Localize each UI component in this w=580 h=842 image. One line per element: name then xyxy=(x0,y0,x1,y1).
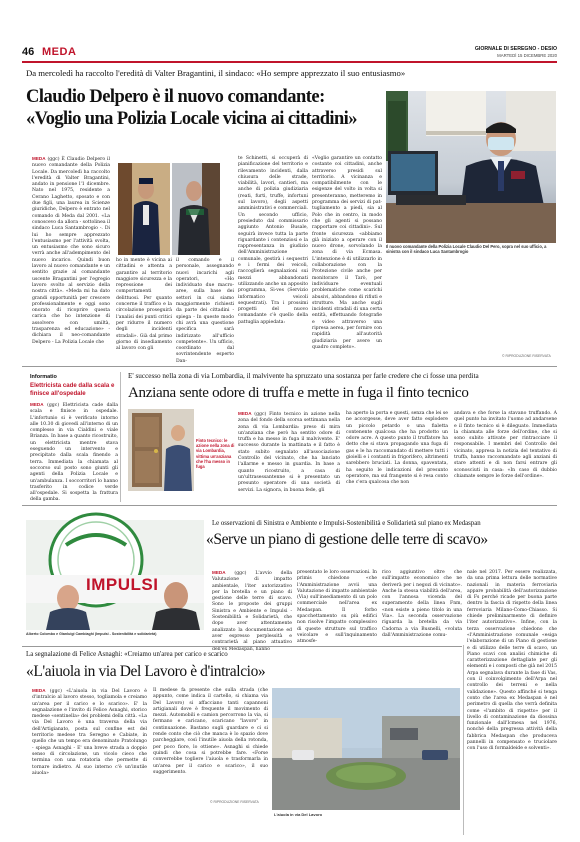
article2-column3: andava e che forse la stavano truffando. A quel punto ha invitato l'uomo ad andarsene e il finto tecnico si è dileguato. Immediata la chiamata alle forze dell'ordine, che si sono subito attivate per rintracciare il responsabile. I membri del Controllo del vicinato, appresa la notizia del tentativo di truffa, hanno raccomandato agli anziani di stare attenti e di non farsi entrare gli sconosciuti in casa: «In caso di dubbio chiamate sempre le forze dell'ordine». xyxy=(454,411,557,479)
separator-2 xyxy=(22,505,557,506)
commander-office-photo xyxy=(386,91,556,243)
article1-column1 xyxy=(32,156,110,361)
sidebar-label: Informatio xyxy=(30,374,57,380)
flowerbed-street-photo xyxy=(272,688,460,810)
article1-dateline: (ggc) xyxy=(47,157,60,162)
article1-column3: il comando e il personale, assegnando nuovi incarichi agli operatori, «Ho individuato due macro-aree, sulla base dei settori in cui siamo maggiormente richiesti da parte dei cittadini - spiega - In queste modo chi avrà una questione specifica sarà indirizzato all'ufficio competente». Un ufficio, coordinato dal sovrintendente esperto Dan- xyxy=(176,258,234,364)
article3-column2: presentato le loro osservazioni. In primis chiedono «che l'Amministrazione avvii una Valutazione di impatto ambientale (Via) sull'insediamento di un polo commerciale nell'area ex Medaspan. Il forbo spacchettamento su più edifici non risolve l'impatto complessivo di queste strutture sul traffico veicolare e sull'inquinamento atmosfe- xyxy=(297,570,377,645)
article4-byline: MEDA xyxy=(32,688,46,693)
mayor-photo xyxy=(172,163,220,255)
issue-date: MARTEDÌ 15 DICEMBRE 2020 xyxy=(497,53,557,58)
article1-headline-line2: «Voglio una Polizia Locale vicina ai cittadini» xyxy=(26,109,357,129)
fake-technician-photo xyxy=(128,409,194,491)
article1-kicker: Da mercoledì ha raccolto l'eredità di Valter Bragantini, il sindaco: «Ho sempre apprezzato il suo entusiasmo» xyxy=(26,68,406,78)
article2-column1 xyxy=(238,411,340,503)
page-number: 46 xyxy=(22,46,35,58)
article1-headline-line1: Claudio Delpero è il nuovo comandante: xyxy=(26,87,325,107)
article4-dateline: (ggc) xyxy=(49,689,62,694)
article3-col1-text: L'avvio della Valutazione di impatto ambientale, l'iter autorizzativo per la bretella e un piano di gestione delle terre di scavo. Sono le proposte dei gruppi Sinistra e Ambiente e Impulsi - Sostenibilità e Solidarietà, che dopo aver attentamente analizzato la documentazione ed aver espresso perplessità e contrarietà al piano attuativo dell'ex Medaspan, hanno xyxy=(212,571,293,652)
article2-col1-text: Finto tecnico in azione nella zona del fondo della scorsa settimana nella zona di via Lombardia: preso di mira un'anziana che però ha sentito odore di truffa e ha messo in fuga il malvivente. E' successo durante la mattinata e il fatto è stato subito segnalato all'associazione Controllo del vicinato, che ha lanciato l'allarme e messo in guardia. In base a quanto ricostruito, a casa di un'ultrasessantenne si è presentato un presunto operatore di una società di servizi. La signora, in buona fede, gli xyxy=(238,412,341,493)
article3-kicker: Le osservazioni di Sinistra e Ambiente e Impulsi-Sostenibilità e Solidarietà sul piano ex Medaspan xyxy=(212,520,481,527)
article3-photo-caption: Alberto Colombo e Gianluigi Cambiaghi (Impulsi - Sostenibilità e solidarietà) xyxy=(26,632,157,636)
article3-byline: MEDA xyxy=(212,570,226,575)
separator-3 xyxy=(22,646,462,647)
sidebar-box xyxy=(26,372,118,503)
article1-byline: MEDA xyxy=(32,156,46,161)
sidebar-byline: MEDA xyxy=(30,402,44,407)
officer-uniform-photo xyxy=(118,163,170,255)
article3-divider xyxy=(463,645,464,835)
article1-photo-caption: Il nuovo comandante della Polizia Locale Claudio Del Pero, sopra nel suo ufficio, a sinistra con il sindaco Luca Santambrogio xyxy=(386,244,547,255)
article3-headline: «Serve un piano di gestione delle terre di scavo» xyxy=(206,531,488,548)
sidebar-dateline: (ggc) xyxy=(47,403,60,408)
article4-col1-text: «L'aiuola in via Del Lavoro è d'intralcio al lavoro stesso, togliamola e creiamo un'area per il carico e lo scarico». E' la segnalazione e l'invito di Felice Asnaghi, storico medese «sentinella» dei problemi della città. «La via Del Lavoro è una traversa della via dell'Artigianato, posta sul confine est del territorio medese tra Seregno e Cabiate, in quello che un tempo era denominato Pratolungo - spiega Asnaghi - E' una breve strada a doppio senso di circolazione, un vicolo cieco che termina con una rotatoria che permette di tornare indietro. Al suo interno c'è un'inutile aiuola» xyxy=(32,689,148,776)
mayor-illustration xyxy=(172,163,220,255)
article4-kicker: La segnalazione di Felice Asnaghi: «Creiamo un'area per carico e scarico xyxy=(26,651,228,658)
separator-1 xyxy=(22,366,557,367)
page-header xyxy=(22,46,557,60)
article4-credit: © RIPRODUZIONE RISERVATA xyxy=(210,800,259,804)
article2-column2: ha aperto la porta e questi, senza che lei se ne accorgesse, deve aver fatto esplodere un piccolo petardo o una fialetta contenente qualcosa che ha prodotto un odore acre. A questo punto il truffatore ha detto che si stava propagando una fuga di gas e le ha raccomandato di mettere tutti i gioielli e i contanti in frigorifero, altrimenti sarebbero bruciati. La donna, spaventata, ha seguito le indicazioni del presunto operatore, ma sul frangente si è resa conto che c'era qualcosa che non xyxy=(346,411,448,486)
article2-kicker: E' successo nella zona di via Lombardia, il malvivente ha spruzzato una sostanza per farle credere che ci fosse una perdita xyxy=(128,372,479,380)
article4-column2: Il medese fa presente che sulla strada (che appunto, come indica il cartello, si chiama via Del Lavoro) si affacciano tanti capannoni artigianali dove è frequente il movimento di mezzi. Automobili e camion percorrono la via, si fermano e caricano, scaricano "lavoro" in continuazione. Bastano sugli guardare e ci si rende conto che ciò che manca è lo spazio dove parcheggiare, così l'inutile aiuola della rotonda, per poco fiore, lo ottiene». Asnaghi si chiede quindi che cosa si potrebbe fare. «Forse converrebbe togliere l'aiuola e trasformarla in un'area per il carico e scarico», il suo suggerimento. xyxy=(153,688,268,775)
sidebar-divider xyxy=(120,372,121,502)
officer-illustration xyxy=(118,163,170,255)
article1-col1-text: È Claudio Delpero il nuovo comandante della Polizia Locale. Da mercoledì ha raccolto l'eredità di Valter Bragantini, andato in pensione l'1 dicembre. Nato nel 1975, residente a Cerano Laghetto, sposato e con due figli, una laurea in Scienze giuridiche, Delpero è entrato nel comando di Meda dal 2001. «La conoscevo da allora - sottolinea il sindaco Luca Santambrogio -. Di lui ho sempre apprezzato l'entusiasmo per l'attività svolta, un entusiasmo che sono sicuro verrà anche all'adempimento del nuovo incarico. Quindi buon lavoro al nuovo comandante e un sentito grazie al comandante uscente Bragantini per l'egregio lavoro svolto al servizio della nostra città». «Meda mi ha dato grandi opportunità per crescere professionalmente e oggi sono onorato di ricoprire questa carica che ho intenzione di assolvere con umiltà, trasparenza ed educazione» - dichiara il neo-comandante Delpero - La Polizia Locale che xyxy=(32,157,110,345)
sidebar-body-text: Elettricista cade dalla scala e finisce in ospedale. L'infortunio si è verificato intorno alle 10.30 di giovedì all'interno di un complesso in via Cialdini e viale Brianza. In base a quanto ricostruito, un elettricista mentre stava eseguendo un intervento e precipitato dalla scala finendo a terra. Immediata la chiamata al soccorso sul posto sono giunti gli agenti della Polizia Locale e un'ambulanza. I soccorritori lo hanno trasferito in codice verde all'ospedale. Si sospetta la frattura della gamba. xyxy=(30,403,118,503)
article3-dateline: (ggc) xyxy=(234,571,247,576)
article3-column4: nale nel 2017. Per essere realizzata, da una prima lettura delle normative nazionali in materia ferroviaria appare probabilità dell'autorizzazione di Fs perché ricade per buona parte dentro la fascia di rispetto della linea ferroviaria Milano-Como-Chiasso. Si chiede preliminarmente di definire l'iter autorizzativo». Infine, con la terza osservazione chiedono che «l'Amministrazione comunale «esiga l'elaborazione di un Piano di gestione e di utilizzo delle terre di scavo, un Piano scavi con analisi chimiche di caratterizzazione dettagliate per gli elementi e i composti che già nel 2015 Arpa segnalava durante la fase di Vas, con il coinvolgimento dell'Arpa nel controllo dei terreni e nella validazione». Questo affinché si tenga conto che l'area ex Medaspan è nel perimetro di quella che verrà definita come «l'ambito di rispetto» per il livello di contaminazione da diossina funzionale dall'Icmesa nel 1976, nonché della pregressa attività della fabbrica Medaspan che produceva pannelli in compensato e truciolare con l'uso di formaldeide e solventi». xyxy=(467,570,557,752)
article4-column1 xyxy=(32,688,147,798)
article2-photo-caption: Finto tecnico: le azione nella zona di via Lombardia, vittima un'anziana che l'ha messo in fuga xyxy=(196,438,235,470)
section-name: MEDA xyxy=(42,46,77,58)
newspaper-name: GIORNALE DI SEREGNO - DESIO xyxy=(474,46,557,52)
article2-dateline: (ggc) xyxy=(254,412,267,417)
article1-column5: «Voglio garantire un contatto costante coi cittadini, anche attraverso presidi sul territorio. A vicinanza e compatibilmente con le esigenze del volto in volta si presenteranno, metteremo in programma dei servizi di pat-tugliamento a piedi, sia al Polo che in centro, in modo che gli agenti si possano rapportare coi cittadini». Sul fronte sicurezza «abbiamo già iniziato a operare con il nuovo drone, sorvolando la zona di via Ecmasa. L'intenzione è di utilizzarlo in collaborazione con la Protezione civile anche per monitorare il Tarò, per individuare eventuali problematiche come scarichi abusivi, abbandono di rifiuti e strutture. Ma anche sugli incidenti stradali di una certa entità, effettuando fotografie e video attraverso una ripresa aerea, per fornire con rapidità all'autorità giudiziaria per avere un quadro completo». xyxy=(312,156,382,350)
article4-headline: «L'aiuola in via Del Lavoro è d'intralcio» xyxy=(26,663,266,680)
commander-office-illustration xyxy=(386,91,556,243)
street-illustration xyxy=(272,688,460,810)
impulsi-members-photo xyxy=(26,520,204,630)
article1-column2: ho in mente è vicina ai cittadini e attenta a garantire al territorio maggiore sicurezza e la repressione dei comportamenti delittuosi. Per quanto concerne il traffico e la circolazione proseguirà l'analisi dei punti critici per ridurre il numero degli incidenti stradali». Già dal primo giorno di insediamento al lavoro con gli xyxy=(116,258,172,352)
article2-byline: MEDA xyxy=(238,411,252,416)
article2-headline: Anziana sente odore di truffa e mette in fuga il finto tecnico xyxy=(128,385,469,401)
impulsi-logo-text: IMPULSI xyxy=(86,575,159,594)
article1-credit: © RIPRODUZIONE RISERVATA xyxy=(502,354,551,358)
article3-column3: rico aggiuntivo oltre che sull'impatto economico che ne deriverà per i negozi di vicinato». Anche la stessa viabilità dell'area, con l'annosa vicenda del superamento della linea Fnm, «non esiste a pieno titolo in una Via». La seconda osservazione riguarda la bretella da via Cadorna a via Busnelli, «voluta dall'Amministrazione comu- xyxy=(382,570,462,638)
article3-column1 xyxy=(212,570,293,652)
sidebar-body xyxy=(30,402,118,503)
sidebar-title: Elettricista cade dalla scala e finisce all'ospedale xyxy=(30,382,115,397)
article4-photo-caption: L'aiuola in via Del Lavoro xyxy=(274,812,323,817)
door-scene-illustration xyxy=(128,409,194,491)
article1-column4: te Schinetti, si occuperà di pianificazione del territorio e rilevamento incidenti, dalla chiusura delle strade, viabilità, lavori, cantieri, ma anche di polizia giudiziaria (reati, furti, truffe, infortuni sul lavoro), degli aspetti amministrativi e commerciali. Un secondo ufficio, presieduto dal commissario aggiunto Antonio Busale, seguirà invece tutta la parte riguardante i contenziosi e la rappresentanza in giudizio dell'Amministrazione comunale, gestirà i sequestri e i fermi dei veicoli, raccoglierà segnalazioni sui mezzi abbandonati utilizzando anche un apposito programma, Si-ves (Servizio informatico veicoli sequestrati). Tra i prossimi progetti del nuovo comandante c'è quello della pattuglia appiedata: xyxy=(238,156,308,325)
header-rule xyxy=(22,61,557,63)
